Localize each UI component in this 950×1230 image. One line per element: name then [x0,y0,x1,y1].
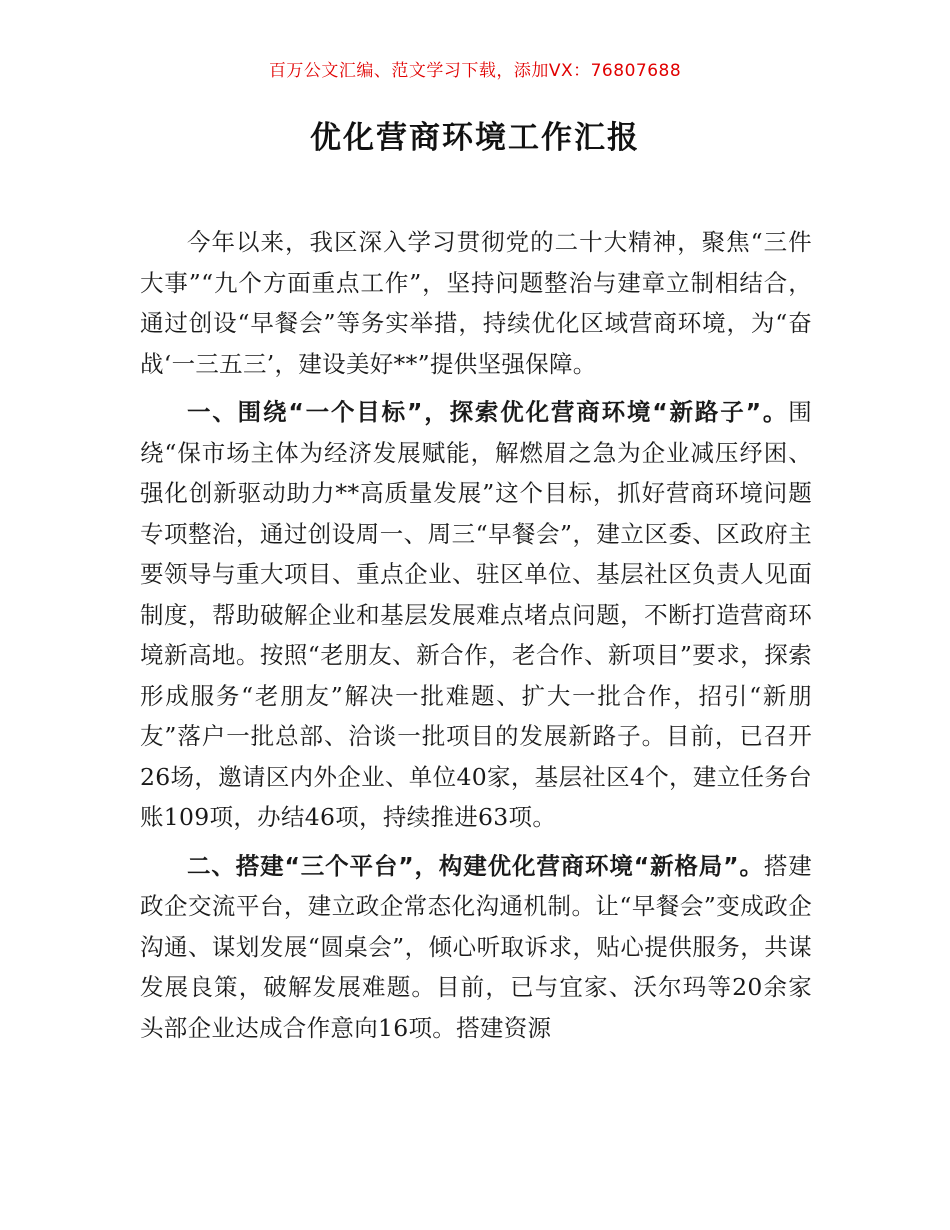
intro-paragraph [140,222,812,384]
document-body [140,222,812,1048]
page-title: 优化营商环境工作汇报 [310,120,640,156]
section-two-text: 搭建政企交流平台，建立政企常态化沟通机制。让“早餐会”变成政企沟通、谋划发展“圆桌会”，倾心听取诉求，贴心提供服务，共谋发展良策，破解发展难题。目前，已与宜家、沃尔玛等20余家头部企业达成合作意向16项。搭建资源 [140,851,812,1042]
section-two-heading: 二、搭建“三个平台”，构建优化营商环境“新格局”。 [187,851,764,880]
section-one-paragraph [140,392,812,838]
promo-banner: 百万公文汇编、范文学习下载，添加VX：76807688 [268,61,682,81]
intro-text: 今年以来，我区深入学习贯彻党的二十大精神，聚焦“三件大事”“九个方面重点工作”，坚持问题整治与建章立制相结合，通过创设“早餐会”等务实举措，持续优化区域营商环境，为“奋战‘一三五三’，建设美好**”提供坚强保障。 [140,228,812,378]
section-one-text: 围绕“保市场主体为经济发展赋能，解燃眉之急为企业减压纾困、强化创新驱动助力**高质量发展”这个目标，抓好营商环境问题专项整治，通过创设周一、周三“早餐会”，建立区委、区政府主要领导与重大项目、重点企业、驻区单位、基层社区负责人见面制度，帮助破解企业和基层发展难点堵点问题，不断打造营商环境新高地。按照“老朋友、新合作，老合作、新项目”要求，探索形成服务“老朋友”解决一批难题、扩大一批合作，招引“新朋友”落户一批总部、洽谈一批项目的发展新路子。目前，已召开26场，邀请区内外企业、单位40家，基层社区4个，建立任务台账109项，办结46项，持续推进63项。 [140,398,812,831]
section-two-paragraph [140,846,812,1049]
section-one-heading: 一、围绕“一个目标”，探索优化营商环境“新路子”。 [187,398,789,426]
